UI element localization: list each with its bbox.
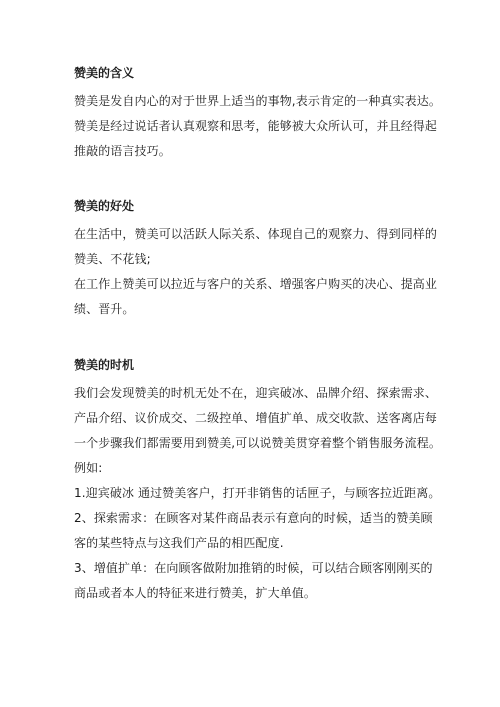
paragraph-line: 赞美是发自内心的对于世界上适当的事物,表示肯定的一种真实表达。: [74, 94, 441, 108]
paragraph-line: 客的某些特点与这我们产品的相匹配度.: [74, 536, 284, 550]
section-timing: [74, 356, 442, 606]
paragraph-line: 产品介绍、议价成交、二级控单、增值扩单、成交收款、送客离店每: [74, 411, 438, 425]
section-heading: 赞美的时机: [74, 358, 135, 372]
paragraph-line: 赞美、不花钱;: [74, 252, 151, 266]
paragraph-line: 在工作上赞美可以拉近与客户的关系、增强客户购买的决心、提高业: [74, 277, 438, 291]
list-item: 2、探索需求：在顾客对某件商品表示有意向的时候，适当的赞美顾: [74, 511, 433, 525]
section-benefits: [74, 197, 442, 322]
list-item: 3、增值扩单：在向顾客做附加推销的时候，可以结合顾客刚刚买的: [74, 561, 433, 575]
paragraph-line: 一个步骤我们都需要用到赞美,可以说赞美贯穿着整个销售服务流程。: [74, 436, 441, 450]
paragraph-line: 例如:: [74, 461, 103, 475]
section-heading: 赞美的含义: [74, 66, 135, 80]
paragraph-line: 在生活中，赞美可以活跃人际关系、体现自己的观察力、得到同样的: [74, 227, 438, 241]
paragraph-line: 推敲的语言技巧。: [74, 144, 171, 158]
paragraph-line: 商品或者本人的特征来进行赞美，扩大单值。: [74, 586, 317, 600]
paragraph-line: 赞美是经过说话者认真观察和思考，能够被大众所认可，并且经得起: [74, 119, 438, 133]
section-heading: 赞美的好处: [74, 199, 135, 213]
paragraph-line: 我们会发现赞美的时机无处不在，迎宾破冰、品牌介绍、探索需求、: [74, 386, 438, 400]
section-meaning: [74, 64, 442, 164]
paragraph-line: 绩、晋升。: [74, 302, 135, 316]
list-item: 1.迎宾破冰 通过赞美客户，打开非销售的话匣子，与顾客拉近距离。: [74, 486, 441, 500]
